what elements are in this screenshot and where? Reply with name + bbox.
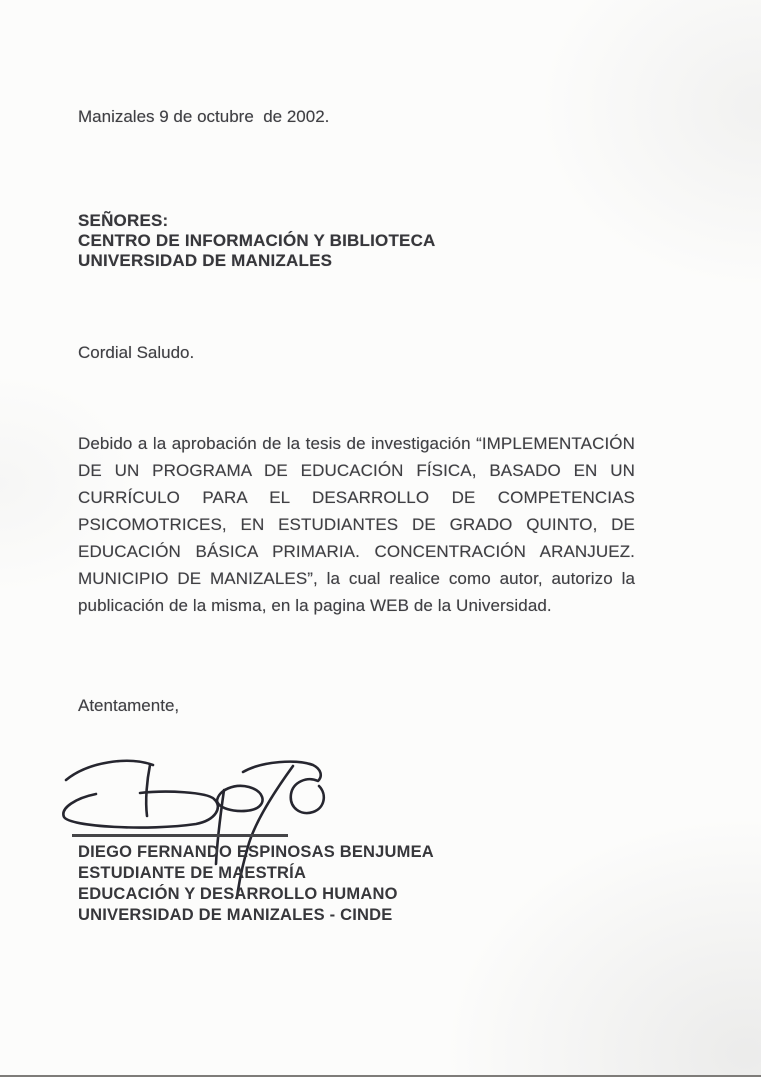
letter-body-paragraph: Debido a la aprobación de la tesis de investigación “IMPLEMENTACIÓN DE UN PROGRAMA DE EDUCACIÓN FÍSICA, BASADO EN UN CURRÍCULO PARA EL DESARROLLO DE COMPETENCIAS PSICOMOTRICES, EN ESTUDIANTES DE GRADO QUINTO, DE EDUCACIÓN BÁSICA PRIMARIA. CONCENTRACIÓN ARANJUEZ. MUNICIPIO DE MANIZALES”, la cual realice como autor, autorizo la publicación de la misma, en la pagina WEB de la Universidad. — [78, 434, 635, 615]
recipient-salutation: SEÑORES: — [78, 211, 169, 230]
signature-stroke-top-arc — [66, 761, 153, 780]
recipient-block — [78, 211, 436, 271]
signature-stroke-small-loop — [217, 786, 263, 811]
closing-line: Atentamente, — [78, 696, 180, 715]
signature-stroke-stem — [146, 765, 150, 816]
signer-block — [78, 842, 434, 926]
signature-stroke-seven-bar — [243, 762, 324, 813]
signer-institution: UNIVERSIDAD DE MANIZALES - CINDE — [78, 906, 393, 924]
recipient-line-organization: CENTRO DE INFORMACIÓN Y BIBLIOTECA — [78, 231, 436, 250]
recipient-line-university: UNIVERSIDAD DE MANIZALES — [78, 251, 333, 270]
signature-stroke-big-loop — [63, 792, 217, 828]
signature-rule-line — [72, 834, 288, 837]
date-line: Manizales 9 de octubre de 2002. — [78, 107, 330, 126]
greeting-line: Cordial Saludo. — [78, 343, 195, 362]
signer-name: DIEGO FERNANDO ESPINOSAS BENJUMEA — [78, 843, 434, 861]
signer-title: ESTUDIANTE DE MAESTRÍA — [78, 864, 307, 882]
signer-program: EDUCACIÓN Y DESARROLLO HUMANO — [78, 885, 398, 903]
